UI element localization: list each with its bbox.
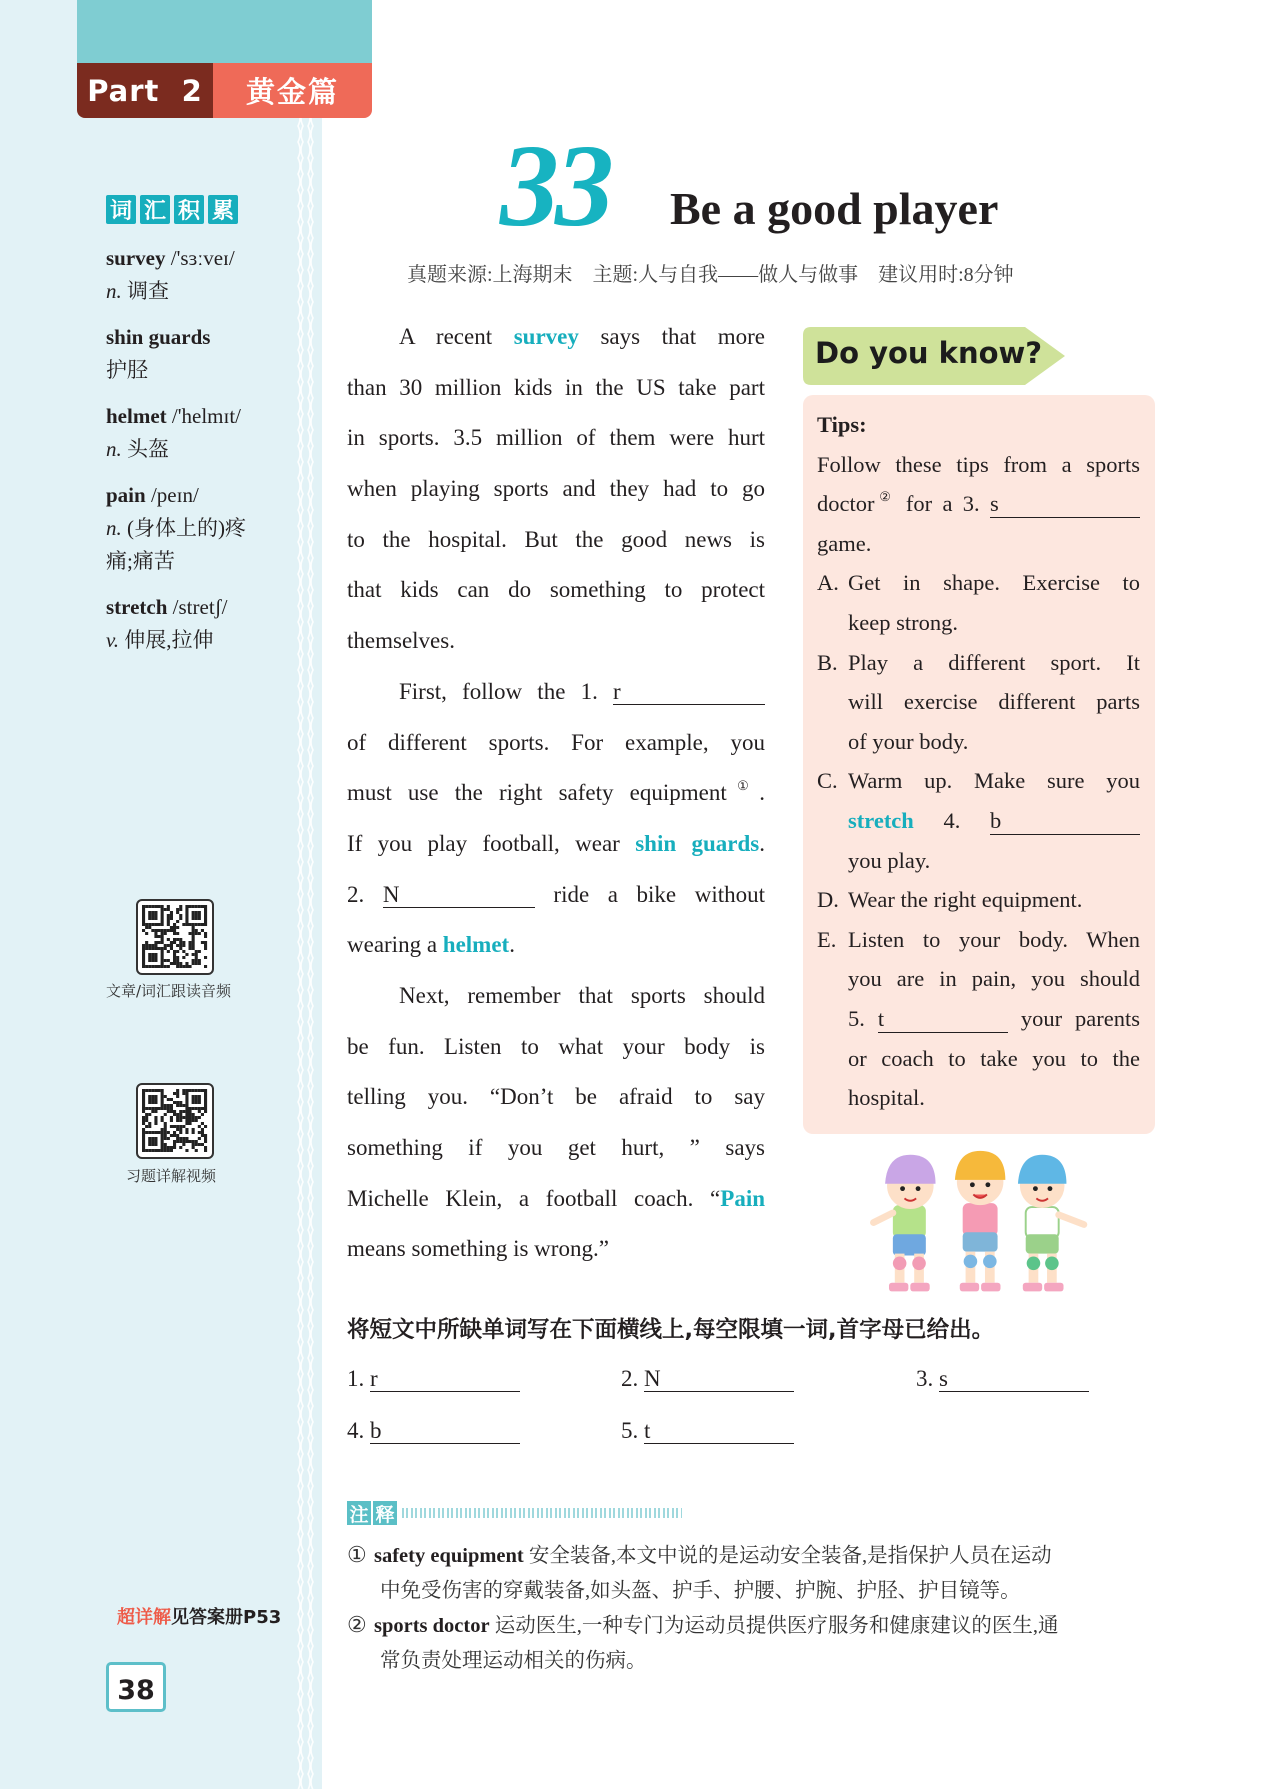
answer-input[interactable]: N (644, 1366, 794, 1392)
vocab-meaning: 调查 (127, 279, 169, 303)
vocab-word-line (106, 400, 291, 433)
article-line (347, 1224, 765, 1275)
article-line (347, 1022, 765, 1073)
vocab-entry (106, 321, 291, 387)
note-text: 安全装备,本文中说的是运动安全装备,是指保护人员在运动 (528, 1545, 1052, 1567)
part-label: Part 2 (77, 63, 213, 118)
note-item (347, 1538, 1167, 1608)
answer-ref-text: 见答案册 (171, 1607, 243, 1628)
tips-content (817, 405, 1140, 1118)
text-run: telling you. “Don’t be afraid to say (347, 1084, 765, 1110)
lesson-number: 33 (500, 120, 610, 251)
article-line (347, 768, 765, 819)
part-header (77, 63, 372, 118)
text-run: Wear the right equipment. (848, 887, 1083, 913)
note-text: 中免受伤害的穿戴装备,如头盔、护手、护腰、护腕、护胫、护目镜等。 (380, 1579, 1021, 1602)
answer-number: 3. (916, 1366, 934, 1391)
vocab-title-char: 汇 (140, 195, 170, 224)
text-run: says that more (578, 324, 765, 349)
keyword: Pain (720, 1185, 765, 1211)
answer-blank[interactable]: r (613, 679, 765, 705)
vocab-meaning-line (106, 354, 291, 387)
text-run: to the hospital. But the good news is (347, 526, 765, 552)
tips-intro-line (817, 445, 1140, 485)
vocab-phonetic: /'helmɪt/ (171, 404, 242, 428)
answer-input[interactable]: t (644, 1418, 794, 1444)
vocab-meaning-line (106, 545, 291, 578)
vocab-word-line (106, 321, 291, 354)
vocab-entry (106, 400, 291, 466)
tip-item (817, 880, 1140, 920)
notes-list (347, 1538, 1167, 1678)
text-run: hospital. (848, 1085, 925, 1111)
text-run: or coach to take you to the (848, 1045, 1140, 1071)
kid-purple-helmet (873, 1155, 935, 1292)
article-line (347, 718, 765, 769)
vocab-word-line (106, 591, 291, 624)
answer-item (621, 1366, 794, 1392)
vocab-entry (106, 591, 291, 657)
vocab-meaning-line (106, 624, 291, 657)
article-line (347, 464, 765, 515)
tip-line (817, 1039, 1140, 1079)
tip-line (817, 801, 1140, 841)
vocab-meaning-line (106, 433, 291, 466)
lesson-title: Be a good player (670, 183, 999, 234)
vocab-title-char: 词 (106, 195, 136, 224)
tip-marker: B. (817, 649, 838, 675)
text-run: when playing sports and they had to go (347, 476, 765, 502)
do-you-know-title: Do you know? (815, 336, 1043, 370)
text-run: Follow these tips from a sports (817, 451, 1140, 477)
article-line (347, 616, 765, 667)
vocab-entry (106, 242, 291, 308)
text-run: your parents (1007, 1005, 1140, 1031)
answer-item (347, 1418, 520, 1444)
text-run: 5. (848, 1005, 878, 1031)
note-line (347, 1538, 1167, 1574)
text-run: you are in pain, you should (848, 966, 1140, 992)
answer-blank[interactable]: s (990, 492, 1140, 518)
answer-reference (117, 1603, 281, 1629)
tip-item (817, 563, 1140, 642)
text-run: Michelle Klein, a football coach. “ (347, 1185, 721, 1211)
article-line (347, 1123, 765, 1174)
qr-video-label: 习题详解视频 (126, 1167, 217, 1185)
vocab-word-line (106, 479, 291, 512)
text-run: themselves. (347, 628, 455, 654)
text-run: Get in shape. Exercise to (848, 570, 1140, 596)
text-run: than 30 million kids in the US take part (347, 374, 765, 400)
article-line (347, 920, 765, 971)
tip-item (817, 643, 1140, 762)
text-run: A recent (399, 324, 514, 349)
article-line (347, 819, 765, 870)
tip-line (817, 841, 1140, 881)
text-run: . (759, 830, 765, 856)
answer-item (621, 1418, 794, 1444)
text-run: must use the right safety equipment (347, 780, 727, 806)
note-term: sports doctor (374, 1615, 490, 1637)
tip-line (817, 722, 1140, 762)
exercise-instruction: 将短文中所缺单词写在下面横线上,每空限填一词,首字母已给出。 (347, 1317, 995, 1343)
note-line (347, 1644, 1167, 1679)
part-of-speech: n. (106, 437, 122, 461)
note-line (347, 1608, 1167, 1644)
qr-audio[interactable] (136, 899, 214, 975)
vocab-list (106, 242, 291, 670)
tip-marker: E. (817, 926, 837, 952)
qr-audio-label: 文章/词汇跟读音频 (106, 982, 232, 1000)
article-line (347, 667, 765, 718)
vocab-word: stretch (106, 595, 168, 619)
text-run: means something is wrong.” (347, 1236, 609, 1262)
answer-number: 1. (347, 1366, 365, 1391)
text-run: Listen to your body. When (848, 926, 1140, 952)
answer-input[interactable]: r (370, 1366, 520, 1392)
answer-number: 5. (621, 1418, 639, 1443)
notes-title-char: 释 (373, 1501, 397, 1525)
tip-line (817, 643, 1140, 683)
vocab-meaning-line (106, 275, 291, 308)
text-run: be fun. Listen to what your body is (347, 1033, 765, 1059)
qr-pattern (142, 905, 208, 969)
tip-item (817, 761, 1140, 880)
notes-divider (402, 1508, 682, 1518)
tip-line (817, 920, 1140, 960)
tip-line (817, 603, 1140, 643)
qr-code[interactable] (136, 1083, 214, 1159)
answer-item (916, 1366, 1089, 1392)
vocab-word: survey (106, 246, 166, 270)
qr-pattern (142, 1089, 208, 1153)
tip-line (817, 999, 1140, 1039)
text-run: you play. (848, 847, 931, 873)
tip-item (817, 920, 1140, 1118)
kids-skating-illustration (862, 1145, 1107, 1305)
vocab-phonetic: /stretʃ/ (172, 595, 228, 619)
keyword: survey (513, 324, 579, 349)
text-run: wearing a (347, 932, 443, 958)
text-run: Warm up. Make sure you (848, 768, 1140, 794)
vocab-meaning: 痛;痛苦 (106, 549, 175, 573)
vocab-title-char: 积 (174, 195, 204, 224)
note-text: 常负责处理运动相关的伤病。 (380, 1649, 647, 1672)
tip-marker: D. (817, 887, 839, 913)
vocab-title-char: 累 (208, 195, 238, 224)
note-item (347, 1608, 1167, 1678)
answer-ref-highlight: 超详解 (117, 1607, 171, 1628)
vocab-title (106, 195, 238, 224)
vocab-phonetic: /'sɜːveɪ/ (170, 246, 235, 270)
wavy-edge-decoration (292, 110, 322, 1789)
qr-code[interactable] (136, 899, 214, 975)
part-of-speech: n. (106, 516, 122, 540)
article-line (347, 870, 765, 921)
text-run: ride a bike without (534, 881, 765, 907)
tip-line (817, 682, 1140, 722)
keyword: helmet (442, 932, 510, 958)
note-text: 运动医生,一种专门为运动员提供医疗服务和健康建议的医生,通 (494, 1615, 1059, 1637)
note-number: ① (347, 1542, 367, 1567)
tip-line (817, 761, 1140, 801)
section-label: 黄金篇 (213, 63, 372, 118)
note-line (347, 1574, 1167, 1609)
vocab-word: helmet (106, 404, 167, 428)
keyword: stretch (848, 807, 914, 833)
answer-item (347, 1366, 520, 1392)
text-run: First, follow the 1. (399, 678, 613, 704)
text-run: . (759, 780, 765, 806)
vocab-meaning: 头盔 (127, 437, 169, 461)
article-line (347, 515, 765, 566)
kid-yellow-helmet (955, 1151, 1005, 1292)
tip-line (817, 880, 1140, 920)
text-run: in sports. 3.5 million of them were hurt (347, 425, 765, 451)
tip-line (817, 959, 1140, 999)
tip-marker: A. (817, 570, 839, 596)
answer-number: 4. (347, 1418, 365, 1443)
notes-title-char: 注 (347, 1501, 371, 1525)
vocab-entry (106, 479, 291, 578)
tips-intro-line (817, 484, 1140, 524)
article-line (347, 363, 765, 414)
text-run: game. (817, 530, 872, 556)
article-line (347, 1072, 765, 1123)
notes-title (347, 1501, 682, 1525)
answer-blank[interactable]: N (383, 882, 535, 908)
text-run: keep strong. (848, 609, 958, 635)
tips-intro-line (817, 524, 1140, 564)
footnote-marker: ② (874, 489, 896, 505)
note-term: safety equipment (374, 1545, 524, 1567)
text-run: 2. (347, 881, 383, 907)
footnote-marker: ① (726, 778, 760, 794)
qr-video[interactable] (136, 1083, 214, 1159)
article-line (347, 971, 765, 1022)
text-run: will exercise different parts (848, 689, 1140, 715)
kid-blue-helmet (1018, 1155, 1084, 1292)
text-run: of different sports. For example, you (347, 729, 765, 755)
part-of-speech: v. (106, 628, 120, 652)
text-run: doctor (817, 491, 875, 517)
answer-blank[interactable]: b (990, 809, 1140, 835)
text-run: that kids can do something to protect (347, 577, 765, 603)
answer-ref-page: P53 (243, 1607, 282, 1628)
text-run: Next, remember that sports should (399, 982, 765, 1008)
text-run: of your body. (848, 728, 969, 754)
header-tab-top (77, 0, 372, 64)
lesson-meta: 真题来源:上海期末 主题:人与自我——做人与做事 建议用时:8分钟 (407, 264, 1014, 286)
keyword: shin guards (635, 830, 760, 856)
vocab-word: pain (106, 483, 146, 507)
part-of-speech: n. (106, 279, 122, 303)
text-run: . (509, 932, 515, 958)
article-line (347, 413, 765, 464)
note-number: ② (347, 1612, 367, 1637)
article-line (347, 565, 765, 616)
text-run: If you play football, wear (347, 830, 636, 856)
text-run: 4. (913, 807, 990, 833)
text-run: Play a different sport. It (848, 649, 1140, 675)
answer-blank[interactable]: t (878, 1007, 1008, 1033)
vocab-meaning-line (106, 512, 291, 545)
vocab-meaning: (身体上的)疼 (127, 516, 246, 540)
article-text (347, 312, 765, 1275)
answer-number: 2. (621, 1366, 639, 1391)
tips-heading: Tips: (817, 412, 867, 437)
tip-line (817, 563, 1140, 603)
text-run: for a 3. (895, 491, 990, 517)
article-line (347, 1174, 765, 1225)
tip-marker: C. (817, 768, 838, 794)
vocab-meaning: 伸展,拉伸 (124, 628, 214, 652)
article-line (347, 312, 765, 363)
vocab-meaning: 护胫 (106, 358, 148, 382)
answer-input[interactable]: s (939, 1366, 1089, 1392)
page-number: 38 (106, 1662, 166, 1712)
answer-input[interactable]: b (370, 1418, 520, 1444)
text-run: something if you get hurt, ” says (347, 1135, 765, 1161)
vocab-phonetic: /peɪn/ (150, 483, 199, 507)
tip-line (817, 1078, 1140, 1118)
vocab-word-line (106, 242, 291, 275)
vocab-word: shin guards (106, 325, 211, 349)
